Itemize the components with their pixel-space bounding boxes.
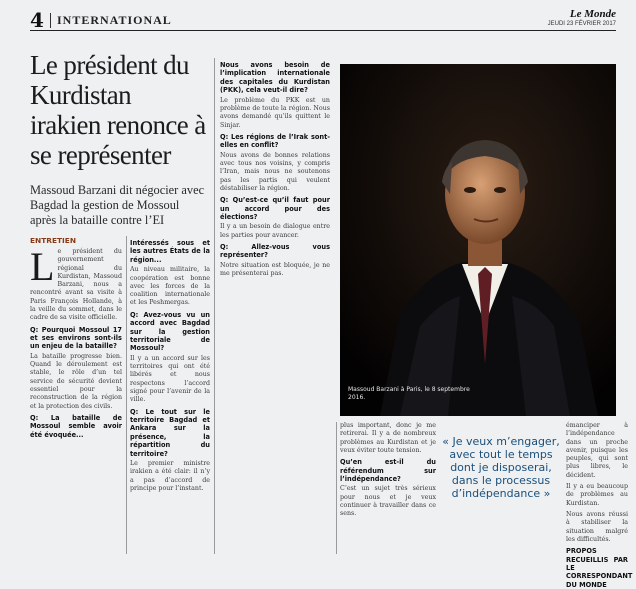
column-text: Nous avons de bonnes relations avec tous nos voisins, y compris l’Iran, mais nous ne soutenons pas les partis qui veulent déstabiliser la région. xyxy=(220,151,330,192)
question: Q: Avez-vous vu un accord avec Bagdad sur la gestion territoriale de Mossoul? xyxy=(130,310,210,353)
column-text: Il y a un accord sur les territoires qui ont été libérés et nous respectons l’accord signé pour l’avenir de la ville. xyxy=(130,354,210,404)
page-header xyxy=(30,8,616,31)
column-rule xyxy=(126,236,127,554)
question: Q: Pourquoi Mossoul 17 et ses environs sont-ils un enjeu de la bataille? xyxy=(30,325,122,351)
portrait-photo xyxy=(340,64,616,416)
pull-quote: « Je veux m’engager, avec tout le temps dont je disposerai, dans le processus d’indépendance » xyxy=(442,435,560,500)
question: Nous avons besoin de l’implication internationale des capitales du Kurdistan (PKK), cela veut-il dire? xyxy=(220,61,330,95)
photo-caption: Massoud Barzani à Paris, le 8 septembre 2016. xyxy=(348,386,470,401)
issue-date: JEUDI 23 FÉVRIER 2017 xyxy=(547,21,616,27)
section-label: INTERNATIONAL xyxy=(50,13,172,28)
question: Q: Allez-vous vous représenter? xyxy=(220,242,330,260)
column-text: Il y a eu beaucoup de problèmes au Kurdistan. xyxy=(566,483,628,507)
question: Intéressés sous et les autres États de la région... xyxy=(130,239,210,264)
question: Q: Les régions de l’Irak sont-elles en conflit? xyxy=(220,132,330,150)
column-text: e président du gouvernement régional du Kurdistan, Massoud Barzani, nous a rencontré avant sa visite à Paris François Hollande, à la veille du sommet, dans le cadre de sa visite officielle. xyxy=(30,248,122,322)
column-rule xyxy=(336,422,337,554)
column-rule xyxy=(214,58,215,554)
kicker: ENTRETIEN xyxy=(30,236,77,245)
column-text: Le problème du PKK est un problème de toute la région. Nous avons demandé qu’ils quittent le Sinjar. xyxy=(220,96,330,129)
article-column-5 xyxy=(566,422,633,589)
column-text: Il y a un besoin de dialogue entre les parties pour avancer. xyxy=(220,223,330,239)
portrait-illustration xyxy=(340,64,616,416)
column-text: plus important, donc je me retirerai. Il y a de nombreux problèmes au Kurdistan et je veux éviter toute tension. xyxy=(340,422,436,454)
column-text: Nous avons réussi à stabiliser la situation malgré les difficultés. xyxy=(566,510,628,543)
question: Qu’en est-il du référendum sur l’indépendance? xyxy=(340,458,436,483)
article-dek: Massoud Barzani dit négocier avec Bagdad la gestion de Mossoul après la bataille contre l’EI xyxy=(30,183,205,227)
byline: PROPOS RECUEILLIS PAR LE CORRESPONDANT DU MONDE xyxy=(566,547,633,589)
column-text: émanciper à l’indépendance dans un proche avenir, puisque les peuples, qui sont plus libres, le décident. xyxy=(566,422,628,479)
dropcap: L xyxy=(30,244,55,289)
article-column-2 xyxy=(130,236,210,554)
masthead-logo: Le Monde xyxy=(569,8,616,20)
column-text: C’est un sujet très sérieux pour nous et je veux continuer à travailler dans ce sens. xyxy=(340,485,436,518)
question: Q: Le tout sur le territoire Bagdad et Ankara sur la présence, la répartition du territoire? xyxy=(130,407,210,458)
article-column-3 xyxy=(220,58,330,554)
column-text: Le premier ministre irakien a été clair: il n’y a pas d’accord de principe pour l’instant. xyxy=(130,459,210,492)
article-headline: Le président du Kurdistan irakien renonce à se représenter xyxy=(30,50,206,170)
column-text: La bataille progresse bien. Quand le déroulement est stable, le rôle d’un tel service de sécurité devient essentiel pour la reconstruction de la région et la protection des civils. xyxy=(30,352,122,410)
article-column-4 xyxy=(340,422,436,558)
page-number: 4 xyxy=(30,8,44,32)
column-text: Au niveau militaire, la coopération est bonne avec les forces de la coalition internationale et les Peshmergas. xyxy=(130,266,210,307)
question: Q: La bataille de Mossoul semble avoir été évoquée... xyxy=(30,413,122,439)
article-column-1 xyxy=(30,236,122,554)
question: Q: Qu’est-ce qu’il faut pour un accord pour des élections? xyxy=(220,196,330,221)
column-text: Notre situation est bloquée, je ne me présenterai pas. xyxy=(220,261,330,278)
